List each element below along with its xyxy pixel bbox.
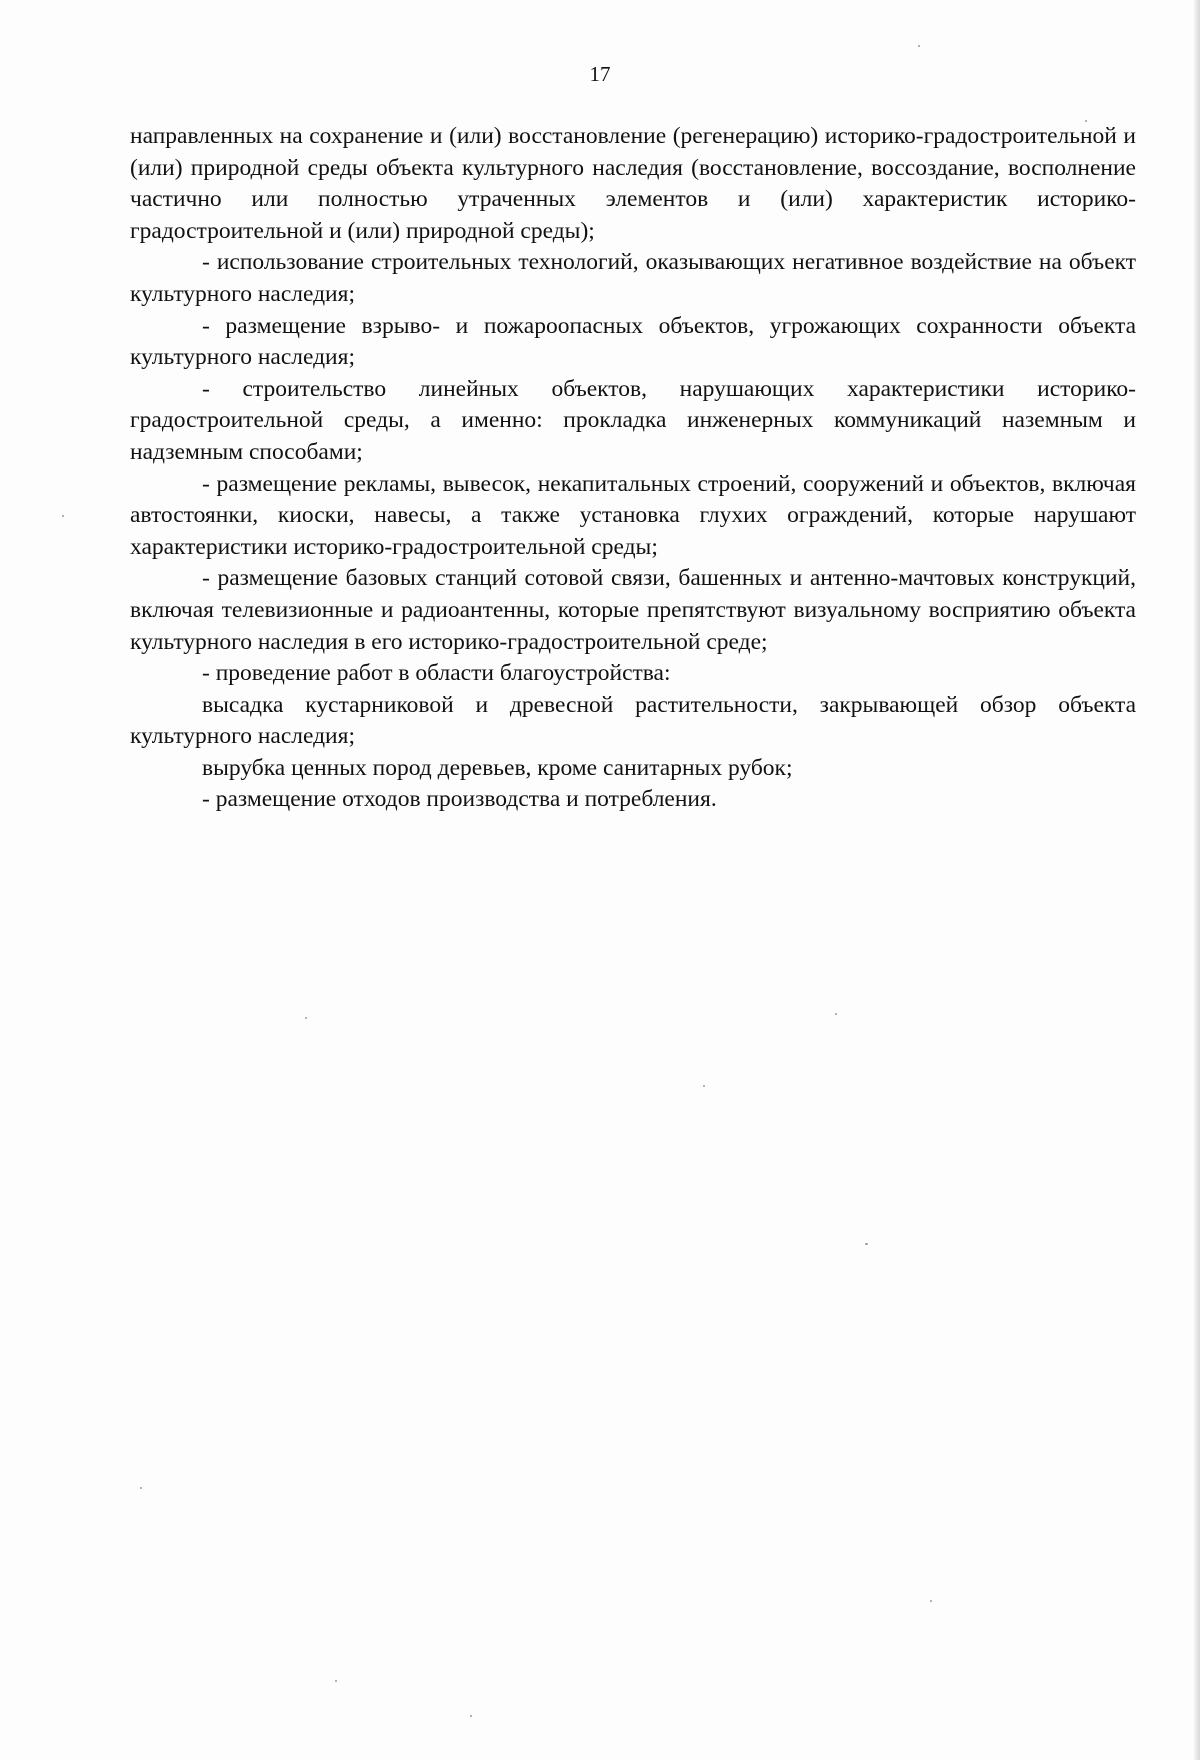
list-item: - размещение рекламы, вывесок, некапитальных строений, сооружений и объектов, включая автостоянки, киоски, навесы, а также установка глухих ограждений, которые нарушают характеристики историко-градостроительной среды;: [130, 470, 1136, 560]
scan-speck: [835, 1013, 837, 1015]
scan-speck: [918, 45, 920, 47]
scan-speck: [335, 1680, 337, 1682]
list-item: - использование строительных технологий, оказывающих негативное воздействие на объект культурного наследия;: [130, 249, 1136, 307]
scan-speck: [305, 1017, 307, 1019]
document-body: [130, 121, 1136, 816]
scan-speck: [865, 1243, 868, 1245]
sub-list-item: вырубка ценных пород деревьев, кроме санитарных рубок;: [202, 754, 793, 781]
list-item: - размещение отходов производства и потребления.: [202, 786, 717, 813]
scan-speck: [1085, 120, 1087, 122]
list-item: - строительство линейных объектов, нарушающих характеристики историко-градостроительной среды, а именно: прокладка инженерных коммуникаций наземным и надземным способами;: [130, 375, 1136, 465]
page-number: 17: [589, 62, 611, 86]
scan-speck: [470, 1715, 472, 1717]
scan-speck: [62, 515, 64, 517]
scan-speck: [140, 1487, 142, 1489]
scan-speck: [703, 1085, 705, 1087]
list-item: - размещение взрыво- и пожароопасных объектов, угрожающих сохранности объекта культурного наследия;: [130, 312, 1136, 371]
scan-edge: [1194, 0, 1200, 1760]
list-item: - размещение базовых станций сотовой связи, башенных и антенно-мачтовых конструкций, включая телевизионные и радиоантенны, которые препятствуют визуальному восприятию объекта культурного наследия в его историко-градостроительной среде;: [130, 565, 1136, 655]
paragraph-continuation: направленных на сохранение и (или) восстановление (регенерацию) историко-градостроительной и (или) природной среды объекта культурного наследия (восстановление, воссоздание, восполнение частично или полностью утраченных элементов и (или) характеристик историко-градостроительной и (или) природной среды);: [130, 123, 1136, 244]
list-item: - проведение работ в области благоустройства:: [202, 660, 671, 687]
sub-list-item: высадка кустарниковой и древесной растительности, закрывающей обзор объекта культурного наследия;: [130, 691, 1136, 750]
scan-speck: [930, 1600, 932, 1602]
